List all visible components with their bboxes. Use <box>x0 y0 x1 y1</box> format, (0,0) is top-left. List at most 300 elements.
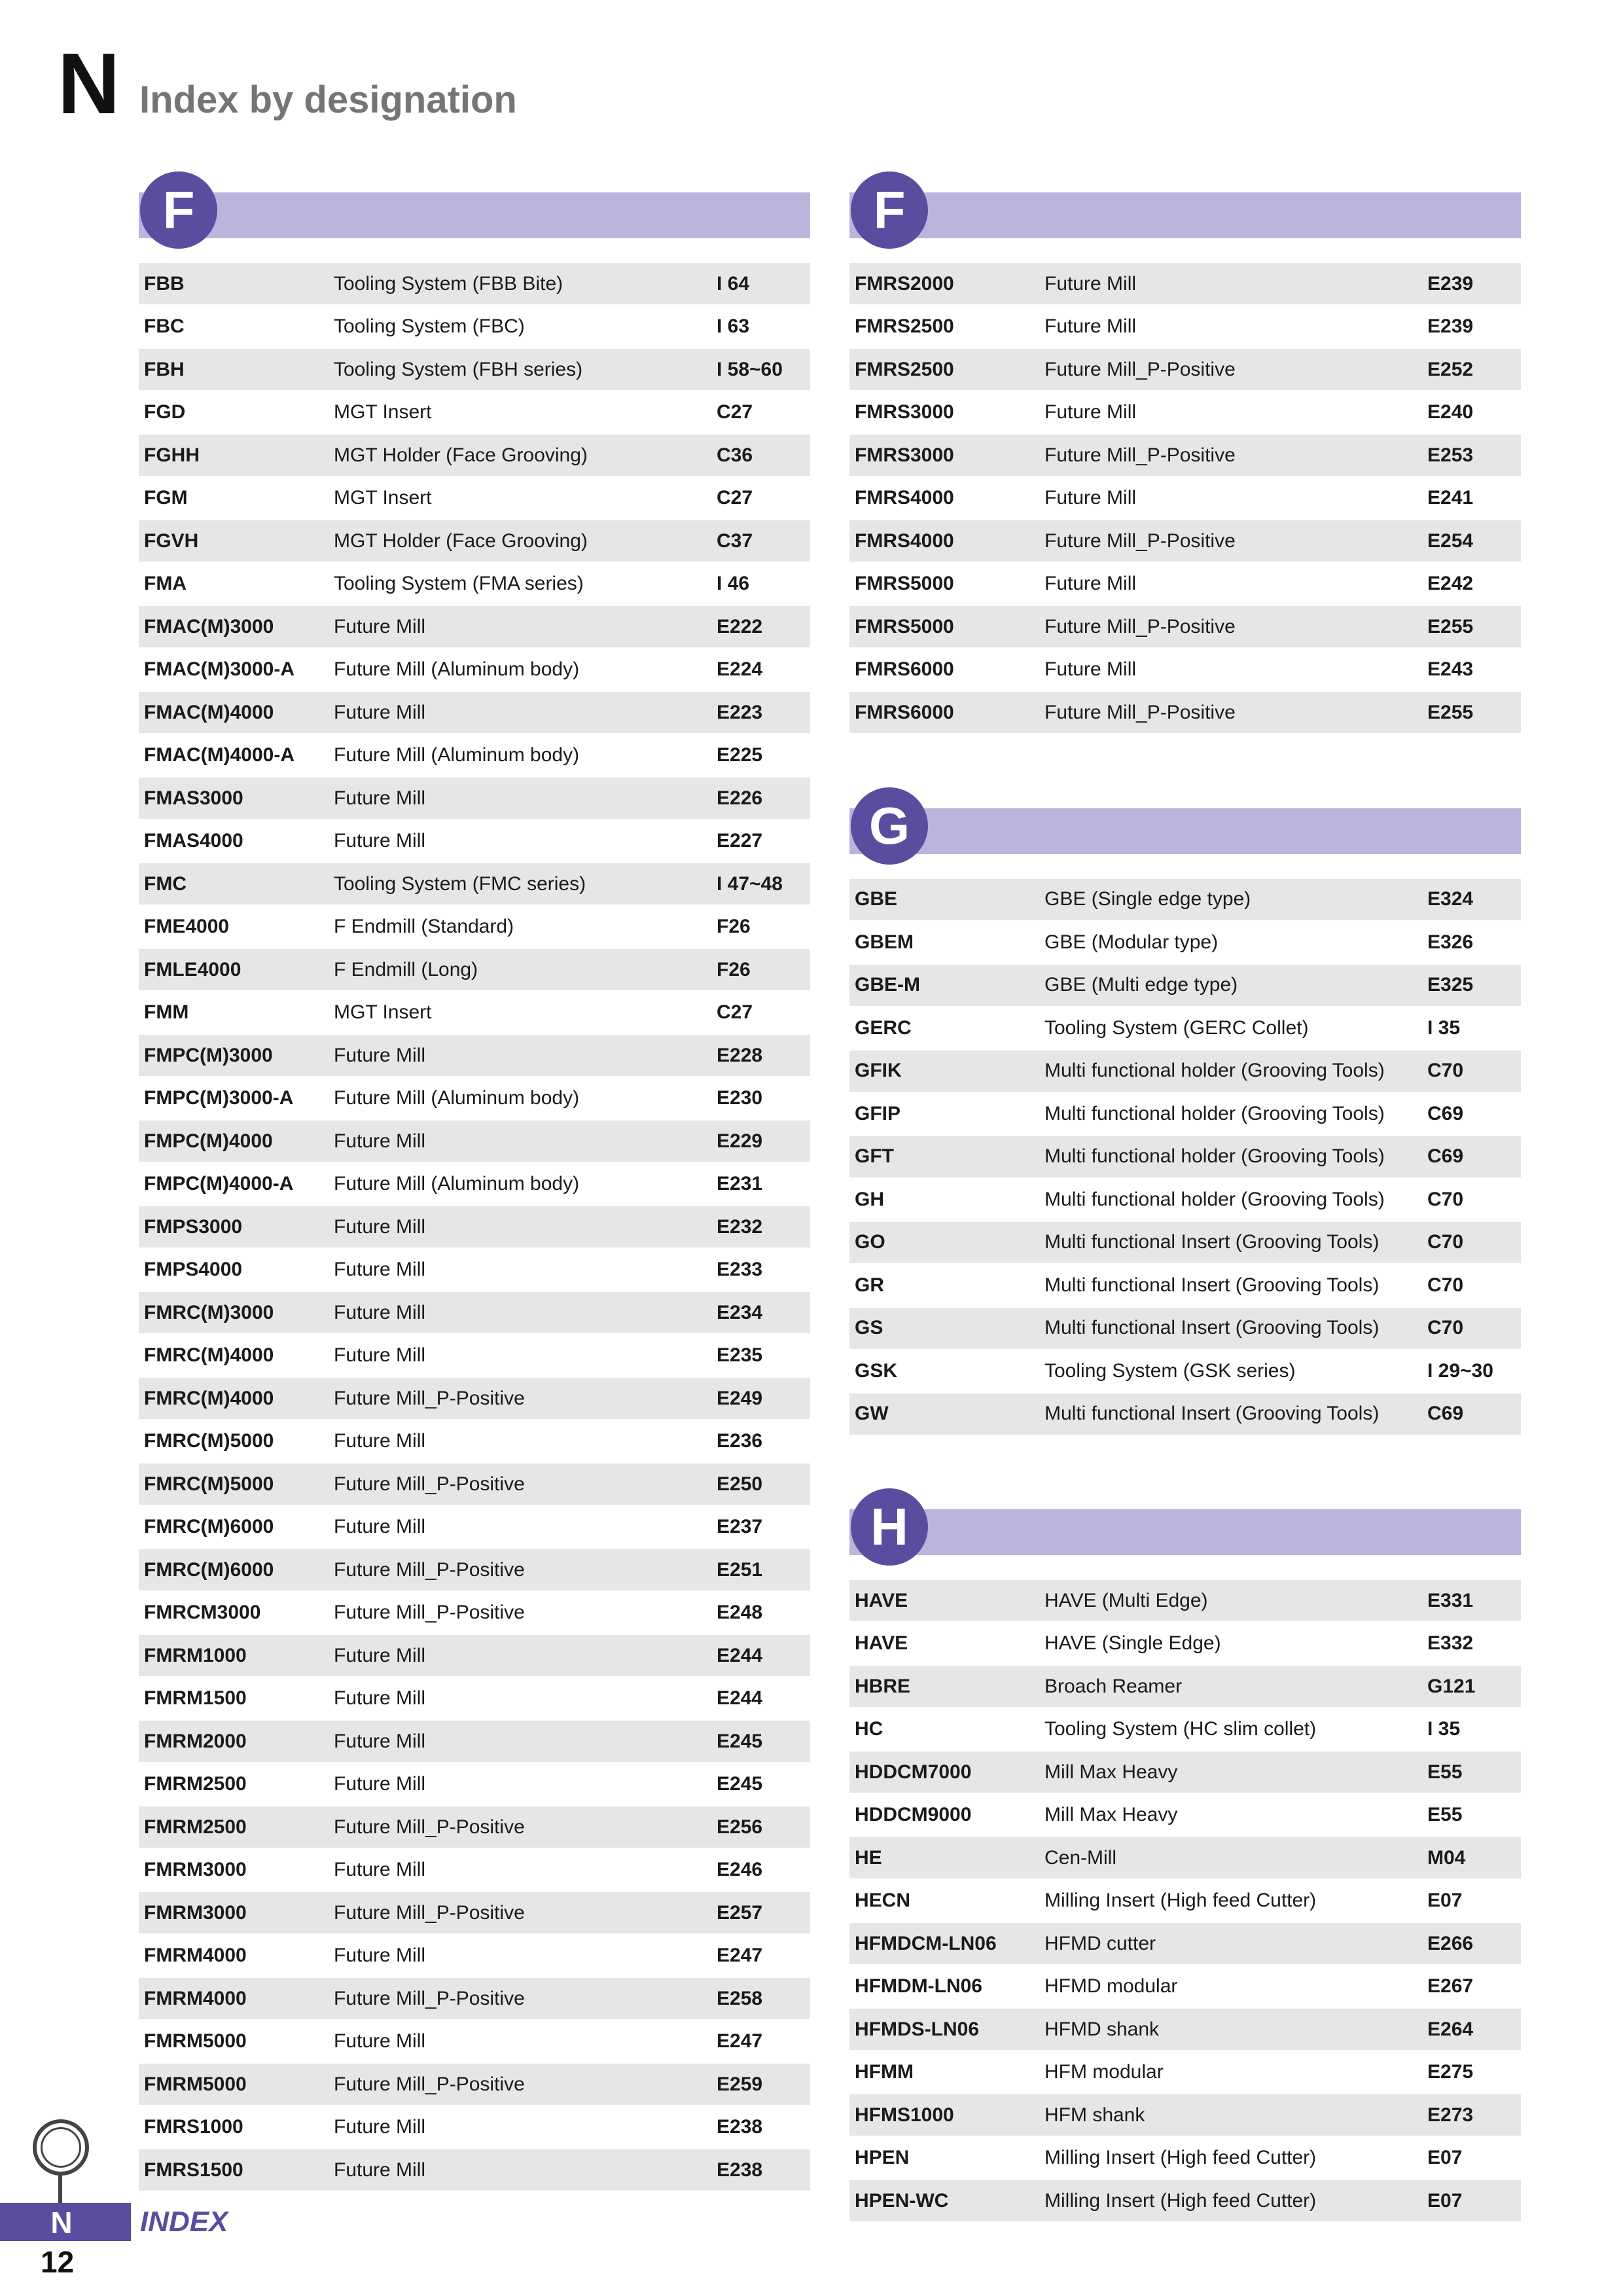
table-row <box>849 692 1521 733</box>
page-ref-cell: E231 <box>717 1173 763 1194</box>
page-ref-cell: E331 <box>1427 1589 1474 1611</box>
page-ref-cell: E227 <box>717 830 763 852</box>
description-cell: Future Mill_P-Positive <box>334 1558 525 1581</box>
description-cell: Future Mill_P-Positive <box>334 1473 525 1495</box>
description-cell: Future Mill_P-Positive <box>334 1602 525 1623</box>
table-row <box>849 2052 1521 2093</box>
designation-cell: FMRM3000 <box>144 1901 247 1924</box>
table-row <box>849 564 1521 605</box>
description-cell: Future Mill <box>334 830 426 852</box>
description-cell: Milling Insert (High feed Cutter) <box>1044 1890 1317 1911</box>
table-row <box>849 1880 1521 1922</box>
table-row <box>139 992 810 1033</box>
table-row <box>849 1623 1521 1664</box>
designation-cell: FMRC(M)3000 <box>144 1301 274 1323</box>
table-row <box>139 1164 810 1205</box>
designation-cell: HE <box>855 1846 882 1869</box>
page-ref-cell: E226 <box>717 787 763 809</box>
table-row <box>849 1136 1521 1177</box>
designation-cell: GW <box>855 1403 889 1424</box>
description-cell: Future Mill <box>334 787 426 809</box>
description-cell: Multi functional holder (Grooving Tools) <box>1044 1060 1385 1081</box>
page-ref-cell: F26 <box>717 958 751 980</box>
page-ref-cell: C70 <box>1427 1060 1464 1081</box>
page-ref-cell: E239 <box>1427 272 1474 295</box>
designation-cell: FMRS2000 <box>855 272 954 295</box>
description-cell: Future Mill <box>1044 401 1137 423</box>
section-letter-badge: H <box>851 1488 928 1566</box>
designation-cell: FMRS1000 <box>144 2116 243 2138</box>
page-ref-cell: E275 <box>1427 2061 1474 2083</box>
designation-cell: FMRS5000 <box>855 573 954 594</box>
table-row <box>849 2094 1521 2136</box>
page-ref-cell: E229 <box>717 1130 763 1152</box>
page-ref-cell: E223 <box>717 701 763 723</box>
page-ref-cell: C70 <box>1427 1274 1464 1296</box>
designation-cell: HFMDCM-LN06 <box>855 1932 997 1954</box>
page-ref-cell: I 35 <box>1427 1016 1461 1039</box>
designation-cell: FGM <box>144 487 188 509</box>
page-ref-cell: E248 <box>717 1602 763 1623</box>
description-cell: GBE (Single edge type) <box>1044 888 1251 910</box>
description-cell: MGT Holder (Face Grooving) <box>334 444 588 466</box>
designation-cell: HC <box>855 1718 883 1740</box>
designation-cell: FMPS4000 <box>144 1259 243 1280</box>
designation-cell: FMRM4000 <box>144 1945 247 1966</box>
page-ref-cell: E256 <box>717 1816 763 1838</box>
designation-cell: FMPC(M)4000 <box>144 1130 273 1152</box>
table-row <box>849 1308 1521 1349</box>
page-ref-cell: E324 <box>1427 888 1474 910</box>
table-row <box>849 1007 1521 1049</box>
description-cell: MGT Holder (Face Grooving) <box>334 529 588 552</box>
page-ref-cell: E245 <box>717 1773 763 1795</box>
description-cell: Future Mill <box>334 2116 426 2138</box>
page-ref-cell: E235 <box>717 1344 763 1366</box>
description-cell: Multi functional holder (Grooving Tools) <box>1044 1188 1385 1210</box>
section-spacer <box>849 1436 1521 1488</box>
table-row <box>139 735 810 776</box>
designation-cell: FMAS4000 <box>144 830 243 852</box>
designation-cell: FGVH <box>144 529 199 552</box>
page-ref-cell: E259 <box>717 2073 763 2095</box>
description-cell: Future Mill <box>334 1044 426 1066</box>
designation-cell: GSK <box>855 1359 898 1382</box>
description-cell: Tooling System (FMA series) <box>334 573 584 594</box>
table-row <box>849 435 1521 476</box>
table-row <box>139 263 810 304</box>
page-ref-cell: E266 <box>1427 1932 1474 1954</box>
page-ref-cell: C37 <box>717 529 753 552</box>
table-row <box>139 306 810 348</box>
page-ref-cell: C70 <box>1427 1317 1464 1338</box>
table-row <box>849 392 1521 433</box>
description-cell: Future Mill_P-Positive <box>1044 358 1236 380</box>
table-row <box>139 821 810 862</box>
description-cell: Future Mill <box>334 2159 426 2181</box>
description-cell: GBE (Multi edge type) <box>1044 974 1238 996</box>
table-row <box>139 1121 810 1162</box>
description-cell: Future Mill <box>334 1516 426 1537</box>
designation-cell: FMRC(M)5000 <box>144 1430 274 1452</box>
ring-stem <box>58 2174 62 2206</box>
designation-cell: FME4000 <box>144 916 230 937</box>
chapter-tab-letter: N <box>50 2206 73 2240</box>
designation-cell: FMRC(M)5000 <box>144 1473 274 1495</box>
designation-cell: HFMDS-LN06 <box>855 2018 980 2040</box>
description-cell: MGT Insert <box>334 487 432 509</box>
designation-cell: GFIK <box>855 1060 902 1081</box>
description-cell: Multi functional Insert (Grooving Tools) <box>1044 1403 1380 1424</box>
description-cell: Tooling System (FBC) <box>334 315 525 337</box>
designation-cell: FMRS6000 <box>855 658 954 680</box>
table-row <box>139 1592 810 1634</box>
page-ref-cell: C27 <box>717 487 753 509</box>
page-ref-cell: C69 <box>1427 1403 1464 1424</box>
description-cell: Future Mill_P-Positive <box>334 1816 525 1838</box>
designation-cell: GBEM <box>855 931 914 953</box>
table-row <box>849 2009 1521 2050</box>
designation-cell: FMRC(M)6000 <box>144 1558 274 1581</box>
left-column <box>139 171 810 2193</box>
designation-cell: FMRS2500 <box>855 315 954 337</box>
description-cell: Future Mill <box>334 1301 426 1323</box>
designation-cell: FMRS3000 <box>855 401 954 423</box>
designation-cell: FMPC(M)3000 <box>144 1044 273 1066</box>
description-cell: Future Mill <box>334 1259 426 1280</box>
table-row <box>139 1978 810 2019</box>
designation-cell: HPEN-WC <box>855 2189 949 2212</box>
description-cell: Milling Insert (High feed Cutter) <box>1044 2147 1317 2168</box>
description-cell: Future Mill <box>1044 272 1137 295</box>
designation-cell: FMPS3000 <box>144 1215 243 1238</box>
section-bar <box>849 192 1521 238</box>
description-cell: F Endmill (Standard) <box>334 916 514 937</box>
page-ref-cell: E252 <box>1427 358 1474 380</box>
designation-cell: FMRS5000 <box>855 615 954 637</box>
table-row <box>849 1795 1521 1836</box>
designation-cell: GBE <box>855 888 898 910</box>
page-ref-cell: I 29~30 <box>1427 1359 1493 1382</box>
description-cell: Future Mill <box>1044 573 1137 594</box>
table-row <box>139 1721 810 1762</box>
description-cell: Multi functional holder (Grooving Tools) <box>1044 1145 1385 1167</box>
designation-cell: FMRM5000 <box>144 2073 247 2095</box>
table-row <box>139 478 810 519</box>
description-cell: HFMD shank <box>1044 2018 1160 2040</box>
description-cell: Future Mill <box>1044 658 1137 680</box>
designation-cell: HPEN <box>855 2147 910 2168</box>
page-number: 12 <box>41 2245 75 2279</box>
designation-cell: FMAC(M)4000-A <box>144 744 295 766</box>
table-row <box>139 1035 810 1076</box>
designation-cell: FMPC(M)3000-A <box>144 1087 294 1109</box>
description-cell: HFMD modular <box>1044 1975 1178 1997</box>
designation-cell: FMRS4000 <box>855 529 954 552</box>
description-cell: Tooling System (FMC series) <box>334 872 586 895</box>
description-cell: Future Mill <box>334 1730 426 1752</box>
designation-cell: HDDCM9000 <box>855 1804 972 1825</box>
section-header <box>139 171 810 263</box>
description-cell: Tooling System (FBH series) <box>334 358 583 380</box>
table-row <box>139 1549 810 1590</box>
designation-cell: FMRS6000 <box>855 701 954 723</box>
page-ref-cell: E236 <box>717 1430 763 1452</box>
page-ref-cell: E247 <box>717 2030 763 2052</box>
designation-cell: FBC <box>144 315 185 337</box>
table-row <box>139 1764 810 1805</box>
table-row <box>849 1179 1521 1220</box>
page-ref-cell: E238 <box>717 2116 763 2138</box>
table-row <box>139 906 810 948</box>
description-cell: GBE (Modular type) <box>1044 931 1219 953</box>
description-cell: Mill Max Heavy <box>1044 1761 1178 1783</box>
description-cell: Future Mill <box>334 701 426 723</box>
page-ref-cell: I 63 <box>717 315 750 337</box>
page-ref-cell: E244 <box>717 1687 763 1709</box>
section-letter-badge: F <box>140 171 217 249</box>
page-ref-cell: E255 <box>1427 701 1474 723</box>
designation-cell: HAVE <box>855 1589 908 1611</box>
description-cell: Future Mill_P-Positive <box>334 1901 525 1924</box>
description-cell: Multi functional Insert (Grooving Tools) <box>1044 1274 1380 1296</box>
description-cell: Tooling System (FBB Bite) <box>334 272 563 295</box>
table-row <box>139 692 810 733</box>
table-row <box>849 1265 1521 1306</box>
table-row <box>849 1093 1521 1134</box>
page-ref-cell: C70 <box>1427 1188 1464 1210</box>
table-row <box>849 1709 1521 1750</box>
description-cell: Multi functional holder (Grooving Tools) <box>1044 1102 1385 1124</box>
table-row <box>849 922 1521 963</box>
page-ref-cell: E257 <box>717 1901 763 1924</box>
page-ref-cell: E228 <box>717 1044 763 1066</box>
page-ref-cell: E245 <box>717 1730 763 1752</box>
chapter-letter: N <box>58 35 120 132</box>
page-ref-cell: E243 <box>1427 658 1474 680</box>
page-ref-cell: M04 <box>1427 1846 1466 1869</box>
designation-cell: FMPC(M)4000-A <box>144 1173 294 1194</box>
index-table <box>849 263 1521 733</box>
page-ref-cell: E325 <box>1427 974 1474 996</box>
table-row <box>849 1666 1521 1707</box>
page-ref-cell: E251 <box>717 1558 763 1581</box>
page-ref-cell: E222 <box>717 615 763 637</box>
designation-cell: HFMS1000 <box>855 2104 954 2126</box>
table-row <box>139 1935 810 1977</box>
designation-cell: FMAS3000 <box>144 787 243 809</box>
designation-cell: FGD <box>144 401 186 423</box>
page-ref-cell: E07 <box>1427 2189 1463 2212</box>
designation-cell: GERC <box>855 1016 912 1039</box>
description-cell: Future Mill (Aluminum body) <box>334 744 580 766</box>
designation-cell: GR <box>855 1274 884 1296</box>
description-cell: Tooling System (GSK series) <box>1044 1359 1296 1382</box>
right-column <box>849 171 1521 2223</box>
table-row <box>849 1837 1521 1878</box>
section-bar <box>139 192 810 238</box>
page-ref-cell: E233 <box>717 1259 763 1280</box>
page-ref-cell: E07 <box>1427 2147 1463 2168</box>
page-ref-cell: E264 <box>1427 2018 1474 2040</box>
table-row <box>139 2149 810 2191</box>
index-table <box>849 1580 1521 2221</box>
description-cell: HFM modular <box>1044 2061 1164 2083</box>
table-row <box>849 1350 1521 1391</box>
page-ref-cell: E250 <box>717 1473 763 1495</box>
designation-cell: HFMM <box>855 2061 914 2083</box>
table-row <box>139 1678 810 1719</box>
table-row <box>849 606 1521 647</box>
description-cell: Tooling System (HC slim collet) <box>1044 1718 1317 1740</box>
description-cell: HFMD cutter <box>1044 1932 1156 1954</box>
page-ref-cell: E247 <box>717 1945 763 1966</box>
designation-cell: FBB <box>144 272 185 295</box>
description-cell: Future Mill <box>1044 487 1137 509</box>
table-row <box>139 1078 810 1119</box>
section-bar <box>849 808 1521 854</box>
table-row <box>139 1850 810 1891</box>
designation-cell: FMRS4000 <box>855 487 954 509</box>
designation-cell: GO <box>855 1231 885 1253</box>
description-cell: Future Mill <box>334 1859 426 1880</box>
designation-cell: FMRM2500 <box>144 1816 247 1838</box>
designation-cell: FMRS2500 <box>855 358 954 380</box>
page-ref-cell: C36 <box>717 444 753 466</box>
page-ref-cell: E240 <box>1427 401 1474 423</box>
table-row <box>139 1463 810 1505</box>
page-ref-cell: E254 <box>1427 529 1474 552</box>
designation-cell: FMRM4000 <box>144 1987 247 2009</box>
page-ref-cell: E07 <box>1427 1890 1463 1911</box>
page-ref-cell: G121 <box>1427 1675 1476 1697</box>
designation-cell: HBRE <box>855 1675 911 1697</box>
table-row <box>139 949 810 990</box>
table-row <box>849 1923 1521 1964</box>
page-ref-cell: E273 <box>1427 2104 1474 2126</box>
description-cell: Tooling System (GERC Collet) <box>1044 1016 1309 1039</box>
page-ref-cell: E239 <box>1427 315 1474 337</box>
designation-cell: FMA <box>144 573 187 594</box>
page-ref-cell: E255 <box>1427 615 1474 637</box>
table-row <box>849 478 1521 519</box>
designation-cell: FMRC(M)4000 <box>144 1387 274 1409</box>
description-cell: Multi functional Insert (Grooving Tools) <box>1044 1231 1380 1253</box>
table-row <box>849 349 1521 390</box>
page-ref-cell: E253 <box>1427 444 1474 466</box>
table-row <box>139 392 810 433</box>
description-cell: Future Mill_P-Positive <box>334 1387 525 1409</box>
page-ref-cell: C27 <box>717 1001 753 1023</box>
description-cell: Future Mill <box>334 615 426 637</box>
description-cell: MGT Insert <box>334 401 432 423</box>
page-ref-cell: E237 <box>717 1516 763 1537</box>
index-table <box>139 263 810 2191</box>
table-row <box>849 879 1521 920</box>
table-row <box>849 1050 1521 1092</box>
designation-cell: GH <box>855 1188 884 1210</box>
section-letter-badge: G <box>851 787 928 865</box>
designation-cell: FMAC(M)3000-A <box>144 658 295 680</box>
table-row <box>139 1335 810 1376</box>
description-cell: HFM shank <box>1044 2104 1145 2126</box>
page-ref-cell: C27 <box>717 401 753 423</box>
section-letter-badge: F <box>851 171 928 249</box>
description-cell: Future Mill (Aluminum body) <box>334 658 580 680</box>
description-cell: Future Mill <box>334 1215 426 1238</box>
page-ref-cell: C69 <box>1427 1145 1464 1167</box>
designation-cell: FMRC(M)6000 <box>144 1516 274 1537</box>
description-cell: Future Mill <box>334 1773 426 1795</box>
table-row <box>139 564 810 605</box>
table-row <box>849 1966 1521 2007</box>
designation-cell: FBH <box>144 358 185 380</box>
description-cell: Future Mill <box>1044 315 1137 337</box>
description-cell: Future Mill_P-Positive <box>1044 701 1236 723</box>
table-row <box>139 1292 810 1333</box>
table-row <box>139 863 810 905</box>
description-cell: Future Mill (Aluminum body) <box>334 1087 580 1109</box>
description-cell: Future Mill_P-Positive <box>334 1987 525 2009</box>
description-cell: Future Mill <box>334 1430 426 1452</box>
section-header <box>849 1488 1521 1580</box>
table-row <box>849 1751 1521 1793</box>
designation-cell: HECN <box>855 1890 911 1911</box>
page-ref-cell: E249 <box>717 1387 763 1409</box>
page-ref-cell: F26 <box>717 916 751 937</box>
page-ref-cell: E267 <box>1427 1975 1474 1997</box>
designation-cell: FMRM2000 <box>144 1730 247 1752</box>
page-ref-cell: C69 <box>1427 1102 1464 1124</box>
description-cell: Future Mill_P-Positive <box>334 2073 525 2095</box>
section-header <box>849 787 1521 879</box>
table-row <box>849 649 1521 691</box>
table-row <box>139 649 810 691</box>
table-row <box>139 1892 810 1933</box>
page-ref-cell: E241 <box>1427 487 1474 509</box>
page-ref-cell: I 35 <box>1427 1718 1461 1740</box>
designation-cell: FGHH <box>144 444 200 466</box>
page-ref-cell: E232 <box>717 1215 763 1238</box>
page-ref-cell: E238 <box>717 2159 763 2181</box>
designation-cell: GFIP <box>855 1102 901 1124</box>
page-ref-cell: E244 <box>717 1644 763 1666</box>
table-row <box>849 965 1521 1006</box>
page-ref-cell: E225 <box>717 744 763 766</box>
table-row <box>139 606 810 647</box>
table-row <box>139 435 810 476</box>
index-table <box>849 879 1521 1435</box>
table-row <box>139 1421 810 1462</box>
page-ref-cell: E246 <box>717 1859 763 1880</box>
description-cell: Multi functional Insert (Grooving Tools) <box>1044 1317 1380 1338</box>
description-cell: Future Mill <box>334 1945 426 1966</box>
description-cell: Future Mill <box>334 1344 426 1366</box>
description-cell: Milling Insert (High feed Cutter) <box>1044 2189 1317 2212</box>
table-row <box>849 1580 1521 1621</box>
description-cell: HAVE (Multi Edge) <box>1044 1589 1208 1611</box>
designation-cell: FMAC(M)3000 <box>144 615 274 637</box>
table-row <box>849 2138 1521 2179</box>
page-ref-cell: I 47~48 <box>717 872 783 895</box>
table-row <box>139 1806 810 1848</box>
description-cell: Future Mill <box>334 1130 426 1152</box>
section-header <box>849 171 1521 263</box>
designation-cell: FMRC(M)4000 <box>144 1344 274 1366</box>
designation-cell: FMAC(M)4000 <box>144 701 274 723</box>
description-cell: Future Mill_P-Positive <box>1044 615 1236 637</box>
designation-cell: HDDCM7000 <box>855 1761 972 1783</box>
